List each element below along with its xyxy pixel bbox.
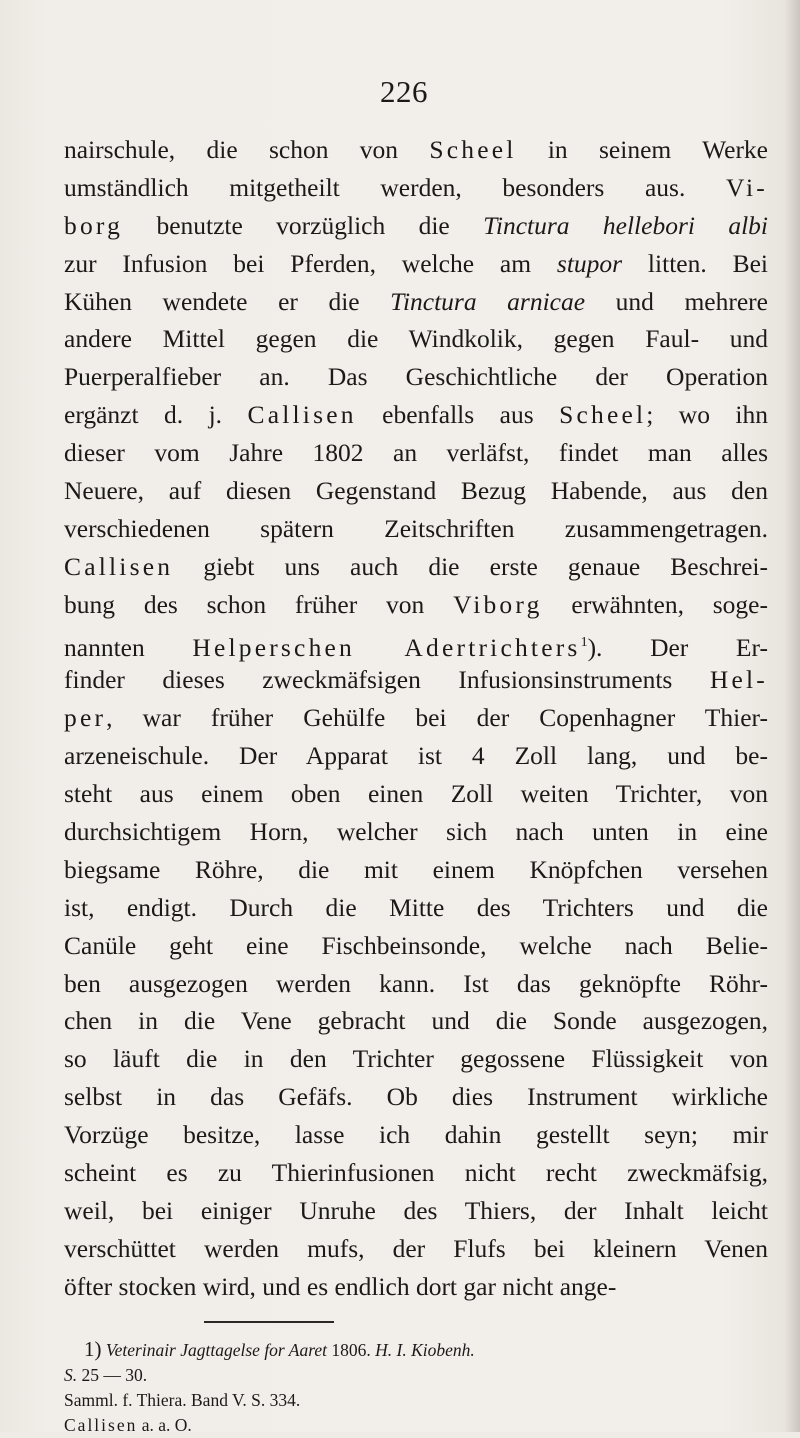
text-line: ergänzt d. j. Callisen ebenfalls aus Scheel; wo ihn bbox=[64, 400, 769, 430]
text-line: nannten Helperschen Adertrichters$^1$). Der Er- bbox=[64, 632, 768, 662]
text-line: finder dieses zweckmäfsigen Infusionsinstruments Hel- bbox=[64, 665, 768, 695]
text-line: ben ausgezogen werden kann. Ist das geknöpfte Röhr- bbox=[64, 968, 768, 998]
text-line: Canüle geht eine Fischbeinsonde, welche nach Belie- bbox=[64, 930, 768, 960]
text-line: verschiedenen spätern Zeitschriften zusammengetragen. bbox=[64, 513, 768, 543]
text-line: chen in die Vene gebracht und die Sonde ausgezogen, bbox=[64, 1006, 768, 1036]
text-line: borg benutzte vorzüglich die Tinctura hellebori albi bbox=[64, 210, 768, 240]
text-line: steht aus einem oben einen Zoll weiten Trichter, von bbox=[64, 779, 768, 809]
text-line: andere Mittel gegen die Windkolik, gegen Faul- und bbox=[64, 324, 768, 354]
footnote-line: Callisen a. a. O. bbox=[64, 1415, 192, 1435]
footnote-line: S. 25 — 30. bbox=[64, 1365, 148, 1385]
text-line: umständlich mitgetheilt werden, besonders aus. Vi- bbox=[64, 172, 768, 202]
text-line: Neuere, auf diesen Gegenstand Bezug Habende, aus den bbox=[64, 476, 768, 506]
text-line: scheint es zu Thierinfusionen nicht recht zweckmäfsig, bbox=[64, 1158, 768, 1188]
footnote-marker: 1 bbox=[580, 634, 588, 650]
main-text bbox=[64, 131, 768, 1306]
text-line: durchsichtigem Horn, welcher sich nach unten in eine bbox=[64, 817, 768, 847]
text-line: weil, bei einiger Unruhe des Thiers, der Inhalt leicht bbox=[64, 1195, 768, 1225]
text-line: Vorzüge besitze, lasse ich dahin gestellt seyn; mir bbox=[64, 1120, 768, 1150]
text-line: ist, endigt. Durch die Mitte des Trichters und die bbox=[64, 892, 768, 922]
footnotes bbox=[64, 1337, 768, 1438]
text-line: nairschule, die schon von Scheel in seinem Werke bbox=[64, 135, 769, 164]
text-line: zur Infusion bei Pferden, welche am stupor litten. Bei bbox=[64, 248, 768, 278]
text-line: öfter stocken wird, und es endlich dort gar nicht ange- bbox=[64, 1271, 617, 1301]
footnote-divider bbox=[204, 1321, 334, 1323]
text-line: selbst in das Gefäfs. Ob dies Instrument wirkliche bbox=[64, 1082, 768, 1112]
text-line: so läuft die in den Trichter gegossene Flüssigkeit von bbox=[64, 1044, 768, 1074]
text-line: verschüttet werden mufs, der Flufs bei kleinern Venen bbox=[64, 1233, 768, 1263]
text-line: Kühen wendete er die Tinctura arnicae und mehrere bbox=[64, 286, 768, 316]
text-line: Callisen giebt uns auch die erste genaue Beschrei- bbox=[64, 551, 768, 581]
text-line: bung des schon früher von Viborg erwähnten, soge- bbox=[64, 589, 768, 619]
footnote-line: 1) Veterinair Jagttagelse for Aaret 1806. H. I. Kiobenh. bbox=[84, 1337, 475, 1361]
text-line: biegsame Röhre, die mit einem Knöpfchen versehen bbox=[64, 854, 768, 884]
text-line: dieser vom Jahre 1802 an verläfst, findet man alles bbox=[64, 438, 768, 468]
text-line: Puerperalfieber an. Das Geschichtliche der Operation bbox=[64, 362, 768, 392]
footnote-line: Samml. f. Thiera. Band V. S. 334. bbox=[64, 1390, 301, 1410]
page-number: 226 bbox=[380, 74, 428, 109]
text-line: per, war früher Gehülfe bei der Copenhagner Thier- bbox=[64, 703, 768, 733]
page-edge-shadow bbox=[784, 0, 800, 1432]
text-line: arzeneischule. Der Apparat ist 4 Zoll lang, und be- bbox=[64, 741, 768, 771]
